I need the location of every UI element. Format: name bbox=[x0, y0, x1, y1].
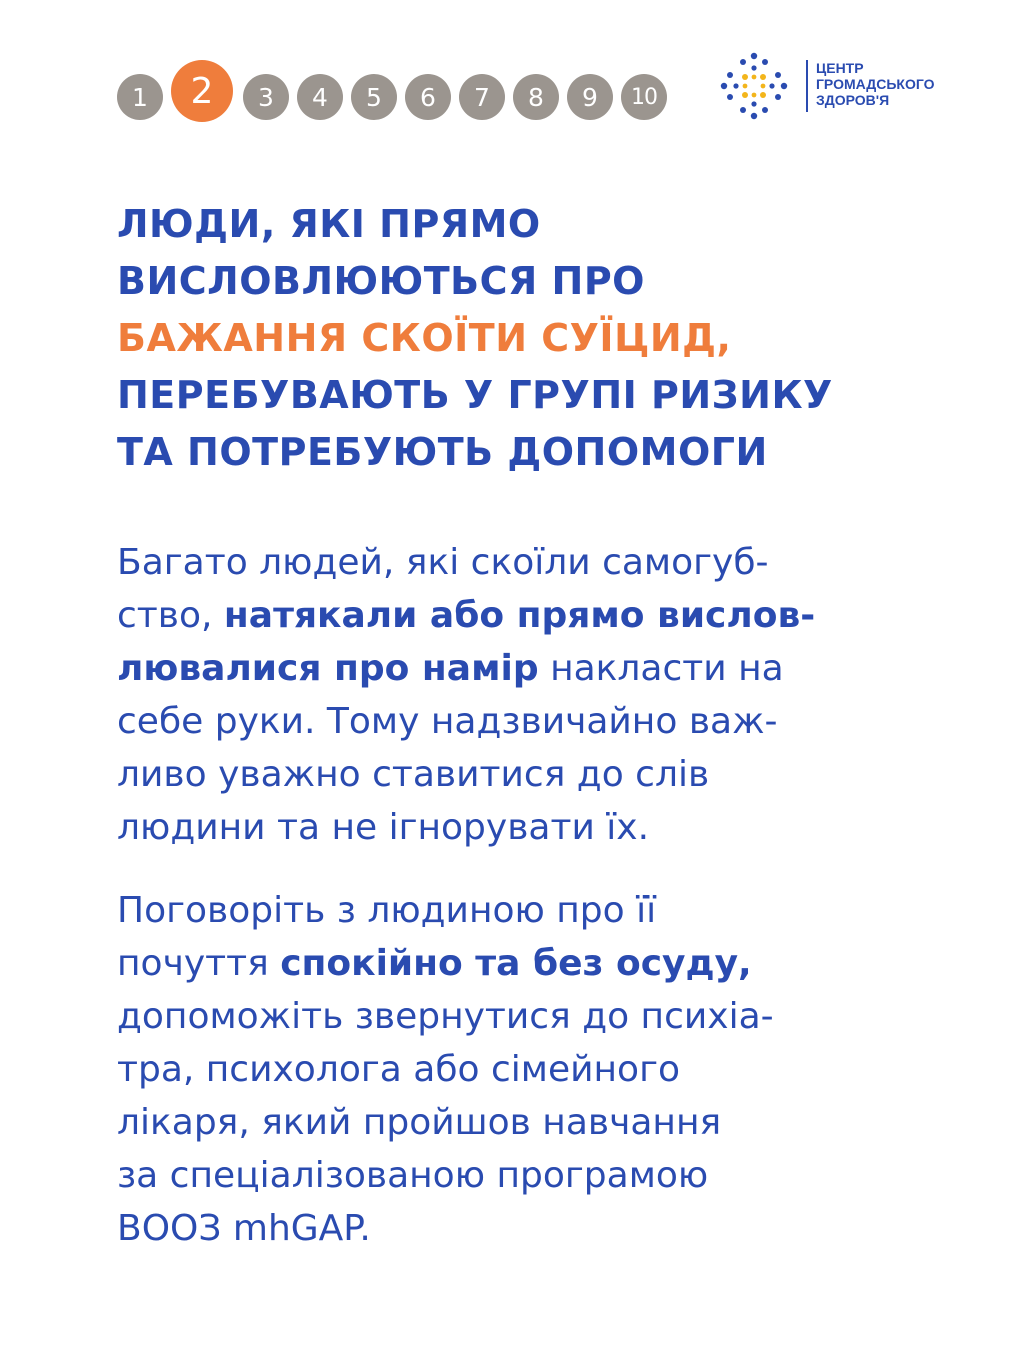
paragraph-1-text: накласти на bbox=[538, 648, 784, 689]
paragraph-2-line-5: лікаря, який пройшов навчання bbox=[117, 1102, 722, 1143]
paragraph-2-line-2 bbox=[117, 937, 977, 990]
page-dot-6[interactable]: 6 bbox=[405, 74, 451, 120]
page-dot-2-current[interactable]: 2 bbox=[171, 60, 233, 122]
body-paragraph-2 bbox=[117, 884, 977, 1255]
public-health-center-logo-icon bbox=[718, 50, 790, 122]
paragraph-1-emphasis: натякали або прямо вислов- bbox=[223, 595, 816, 636]
paragraph-2-text: почуття bbox=[117, 943, 281, 984]
logo-line-1: ЦЕНТР bbox=[816, 60, 864, 76]
paragraph-1-line-4: себе руки. Тому надзвичайно важ- bbox=[117, 701, 778, 742]
heading-line-4: ПЕРЕБУВАЮТЬ У ГРУПІ РИЗИКУ bbox=[117, 373, 833, 417]
slide-pagination bbox=[117, 60, 677, 122]
page-dot-1[interactable]: 1 bbox=[117, 74, 163, 120]
paragraph-2-emphasis: спокійно та без осуду, bbox=[280, 943, 752, 984]
logo-line-2: ГРОМАДСЬКОГО bbox=[816, 76, 935, 92]
page-dot-9[interactable]: 9 bbox=[567, 74, 613, 120]
page-dot-5[interactable]: 5 bbox=[351, 74, 397, 120]
paragraph-1-line-3 bbox=[117, 642, 977, 695]
paragraph-1-line-1: Багато людей, які скоїли самогуб- bbox=[117, 542, 769, 583]
heading-line-2: ВИСЛОВЛЮЮТЬСЯ ПРО bbox=[117, 259, 645, 303]
organization-logo bbox=[718, 50, 938, 124]
heading-line-5: ТА ПОТРЕБУЮТЬ ДОПОМОГИ bbox=[117, 430, 768, 474]
paragraph-1-line-2 bbox=[117, 589, 977, 642]
paragraph-2-line-1: Поговоріть з людиною про її bbox=[117, 890, 657, 931]
paragraph-2-line-6: за спеціалізованою програмою bbox=[117, 1155, 709, 1196]
paragraph-2-line-4: тра, психолога або сімейного bbox=[117, 1049, 681, 1090]
logo-wordmark bbox=[816, 60, 956, 108]
logo-divider bbox=[806, 60, 808, 112]
paragraph-2-line-3: допоможіть звернутися до психіа- bbox=[117, 996, 774, 1037]
paragraph-1-emphasis: лювалися про намір bbox=[117, 648, 539, 689]
page-dot-4[interactable]: 4 bbox=[297, 74, 343, 120]
heading-accent-line: БАЖАННЯ СКОЇТИ СУЇЦИД, bbox=[117, 316, 732, 360]
page-dot-7[interactable]: 7 bbox=[459, 74, 505, 120]
page-dot-3[interactable]: 3 bbox=[243, 74, 289, 120]
paragraph-1-line-5: ливо уважно ставитися до слів bbox=[117, 754, 710, 795]
page-dot-8[interactable]: 8 bbox=[513, 74, 559, 120]
slide-heading bbox=[117, 196, 977, 481]
body-paragraph-1 bbox=[117, 536, 977, 854]
page-dot-10[interactable]: 10 bbox=[621, 74, 667, 120]
heading-line-1: ЛЮДИ, ЯКІ ПРЯМО bbox=[117, 202, 541, 246]
logo-line-3: ЗДОРОВ'Я bbox=[816, 92, 890, 108]
paragraph-1-text: ство, bbox=[117, 595, 224, 636]
paragraph-2-line-7: ВООЗ mhGAP. bbox=[117, 1208, 371, 1249]
paragraph-1-line-6: людини та не ігнорувати їх. bbox=[117, 807, 650, 848]
